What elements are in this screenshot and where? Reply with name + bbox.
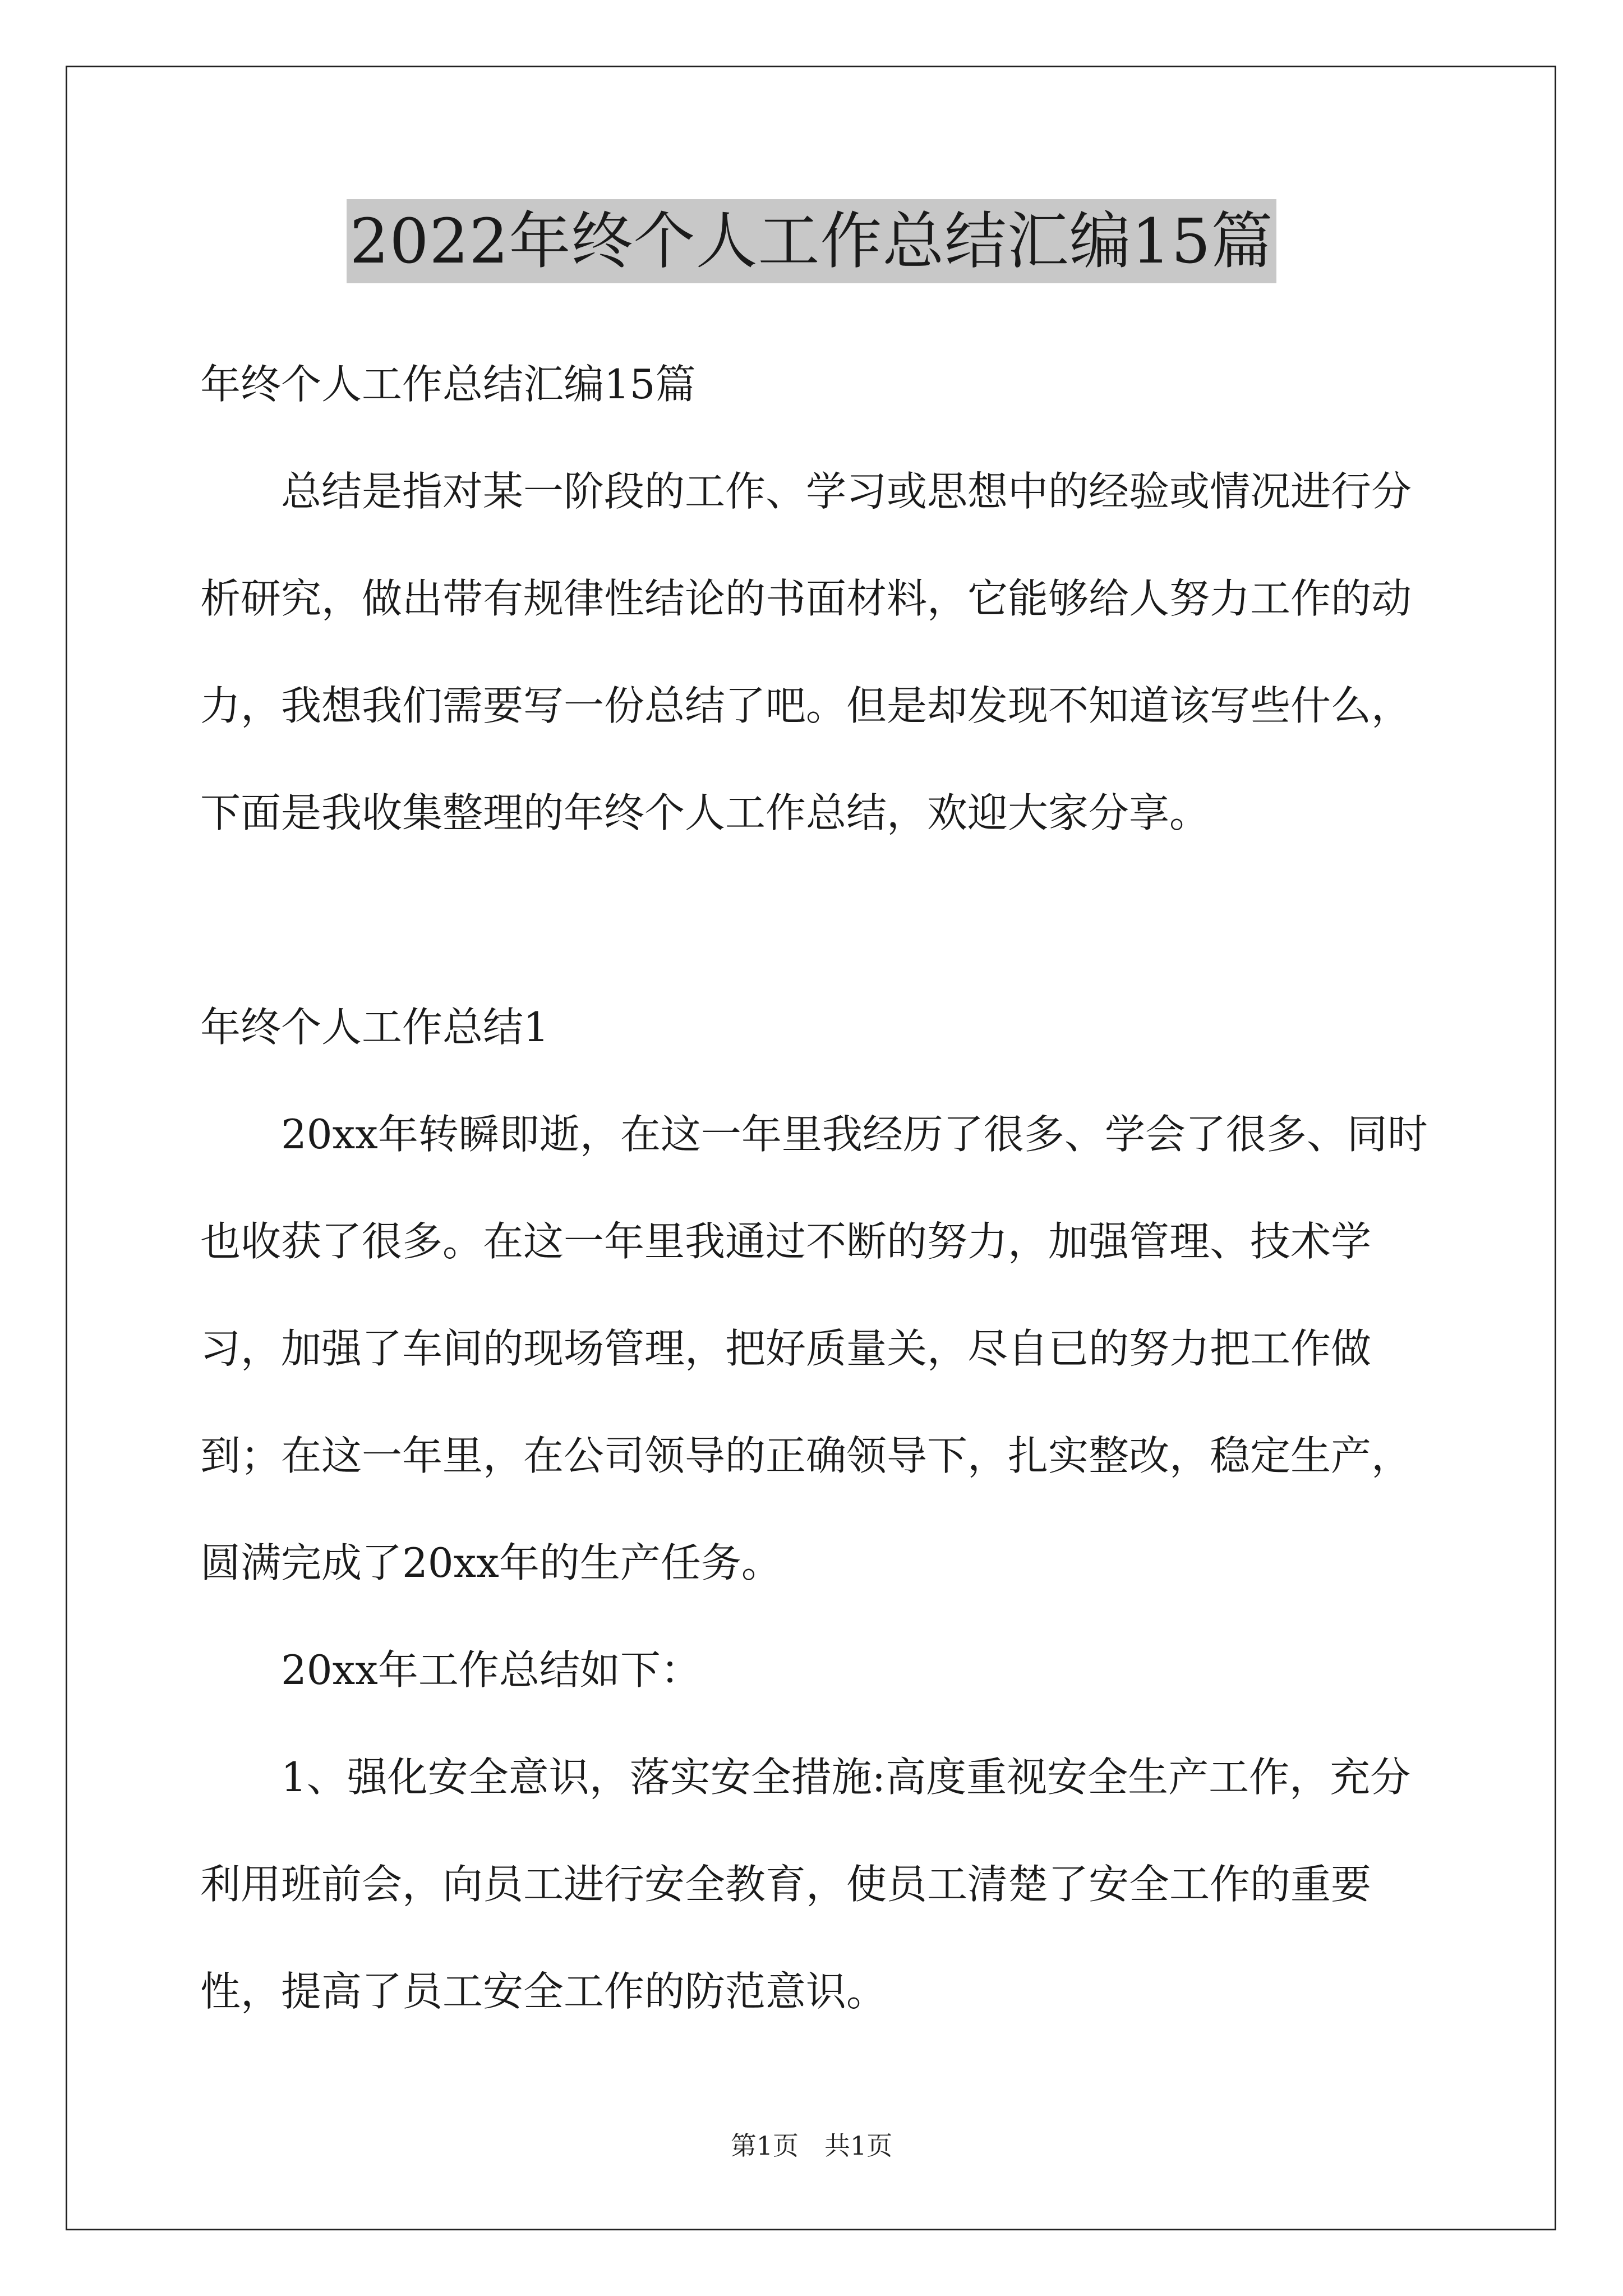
section-heading: 年终个人工作总结1 — [200, 1004, 549, 1051]
intro-paragraph: 总结是指对某一阶段的工作、学习或思想中的经验或情况进行分析研究，做出带有规律性结论的书面材料，它能够给人努力工作的动力，我想我们需要写一份总结了吧。但是却发现不知道该写些什么，下面是我收集整理的年终个人工作总结，欢迎大家分享。 — [200, 468, 1412, 836]
document-title: 2022年终个人工作总结汇编15篇 — [347, 199, 1277, 283]
body-paragraph: 1、强化安全意识，落实安全措施:高度重视安全生产工作，充分利用班前会，向员工进行安全教育，使员工清楚了安全工作的重要性，提高了员工安全工作的防范意识。 — [200, 1754, 1411, 2015]
document-subtitle: 年终个人工作总结汇编15篇 — [200, 361, 696, 408]
page-footer — [0, 2129, 1623, 2162]
document-body — [200, 331, 1432, 2045]
body-paragraph: 20xx年工作总结如下： — [281, 1646, 701, 1694]
paragraph-spacer — [200, 867, 1432, 974]
body-paragraph: 20xx年转瞬即逝，在这一年里我经历了很多、学会了很多、同时也收获了很多。在这一年里我通过不断的努力，加强管理、技术学习，加强了车间的现场管理，把好质量关，尽自已的努力把工作做到；在这一年里，在公司领导的正确领导下，扎实整改，稳定生产，圆满完成了20xx年的生产任务。 — [200, 1111, 1428, 1586]
page-total: 共1页 — [824, 2131, 893, 2161]
page-number: 第1页 — [730, 2131, 799, 2161]
title-container — [0, 199, 1623, 283]
